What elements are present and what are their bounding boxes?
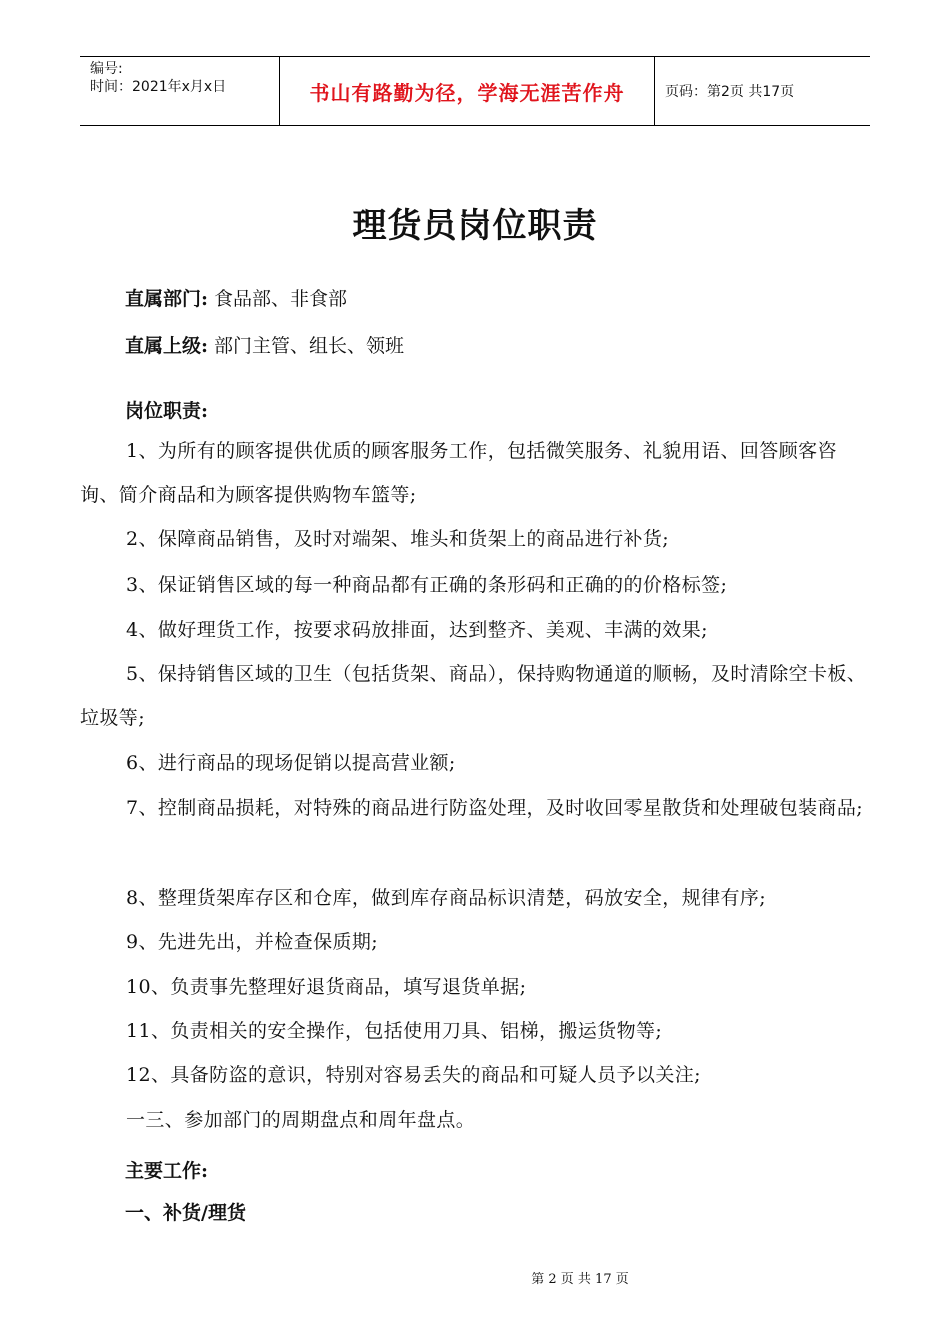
main-work-heading: 主要工作: [125,1160,209,1182]
duty-item: 6、进行商品的现场促销以提高营业额; [126,752,456,774]
page-header [80,56,870,126]
duty-item: 11、负责相关的安全操作，包括使用刀具、铝梯，搬运货物等; [126,1020,663,1042]
duty-item: 一三、参加部门的周期盘点和周年盘点。 [126,1109,476,1131]
department-label: 直属部门: [125,288,209,310]
superior-label: 直属上级: [125,335,209,357]
duty-item: 10、负责事先整理好退货商品，填写退货单据; [126,976,527,998]
header-motto: 书山有路勤为径，学海无涯苦作舟 [280,57,655,125]
header-page-info: 页码：第2页 共17页 [665,84,795,100]
department-line [125,284,347,311]
document-title: 理货员岗位职责 [352,206,598,246]
page-footer: 第 2 页 共 17 页 [531,1272,629,1287]
duty-item: 7、控制商品损耗，对特殊的商品进行防盗处理，及时收回零星散货和处理破包装商品; [126,797,864,819]
duty-item: 3、保证销售区域的每一种商品都有正确的条形码和正确的的价格标签; [126,574,728,596]
duty-item: 9、先进先出，并检查保质期; [126,931,379,953]
header-meta [80,57,280,125]
duty-item: 2、保障商品销售，及时对端架、堆头和货架上的商品进行补货; [126,528,670,550]
superior-line [125,331,404,358]
time-label: 时间：2021年x月x日 [90,79,227,95]
superior-value: 部门主管、组长、领班 [208,335,405,357]
duty-item: 5、保持销售区域的卫生（包括货架、商品），保持购物通道的顺畅，及时清除空卡板、垃圾等; [80,663,867,729]
duty-item: 12、具备防盗的意识，特别对容易丢失的商品和可疑人员予以关注; [126,1064,701,1086]
department-value: 食品部、非食部 [208,288,348,310]
duty-item: 1、为所有的顾客提供优质的顾客服务工作，包括微笑服务、礼貌用语、回答顾客咨询、简介商品和为顾客提供购物车篮等; [80,440,837,506]
duties-heading: 岗位职责: [125,400,209,422]
duty-item: 4、做好理货工作，按要求码放排面，达到整齐、美观、丰满的效果; [126,619,708,641]
section-heading: 一、补货/理货 [125,1202,246,1224]
duty-item: 8、整理货架库存区和仓库，做到库存商品标识清楚，码放安全，规律有序; [126,887,767,909]
number-label: 编号: [90,61,123,77]
